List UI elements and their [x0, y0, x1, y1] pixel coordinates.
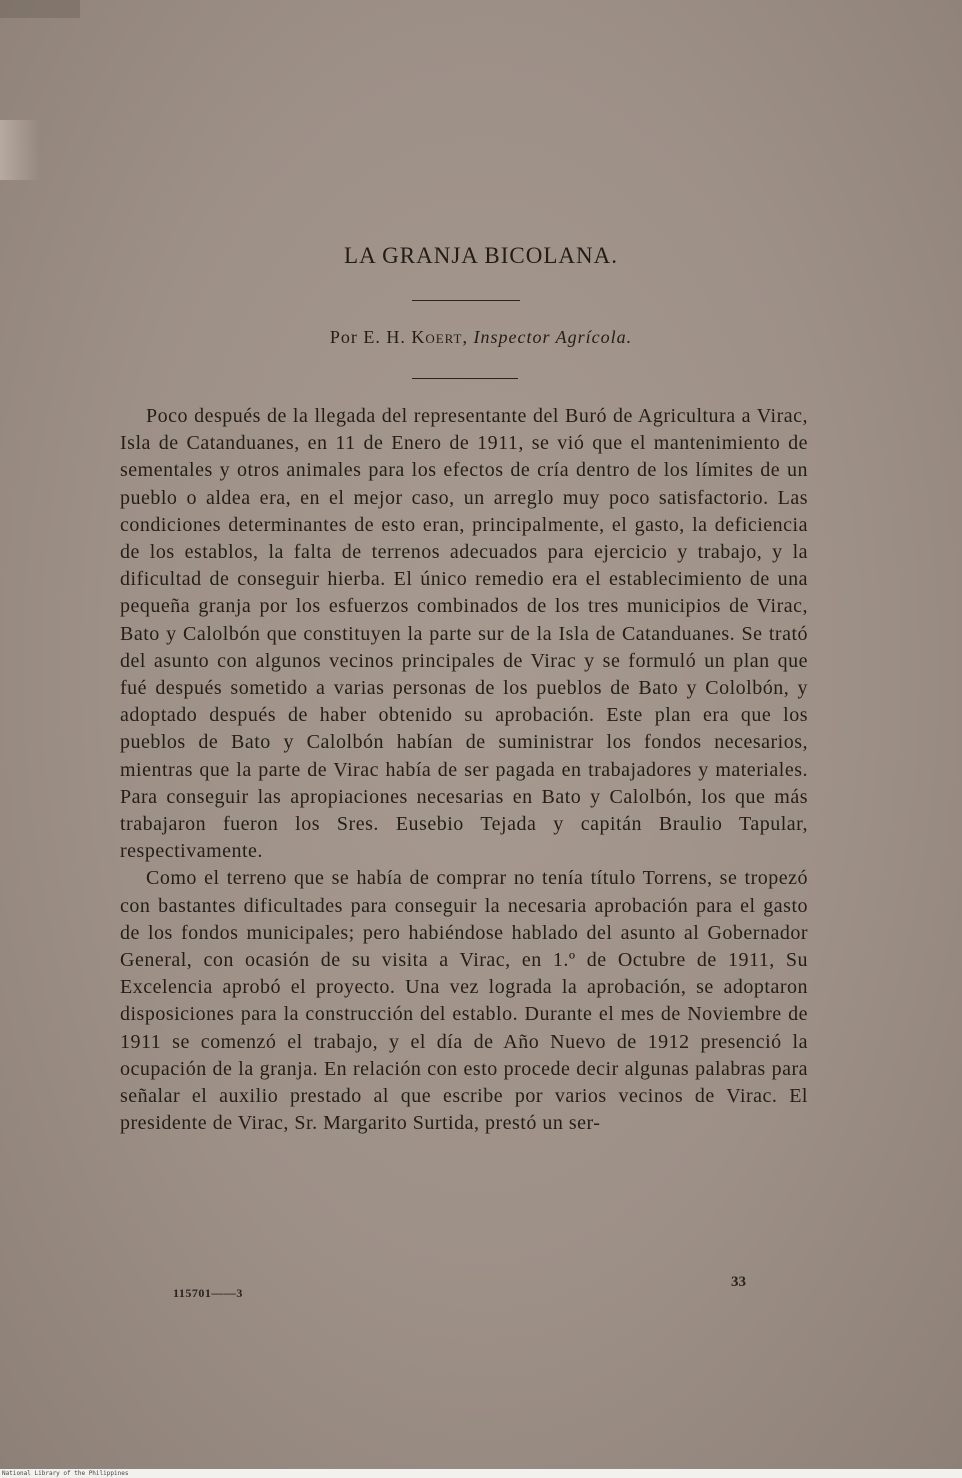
scan-shadow	[0, 0, 80, 18]
title-divider	[412, 300, 520, 301]
article-title: LA GRANJA BICOLANA.	[344, 243, 618, 268]
byline-divider	[412, 378, 518, 379]
printer-signature: 115701——3	[173, 1286, 243, 1300]
library-watermark: National Library of the Philippines	[0, 1469, 962, 1478]
article-body	[120, 403, 808, 1137]
byline-prefix: Por E. H.	[329, 327, 406, 347]
paragraph-1: Poco después de la llegada del representante del Buró de Agricultura a Virac, Isla de Catanduanes, en 11 de Enero de 1911, se vió que el mantenimiento de sementales y otros animales para los efectos de cría dentro de los límites de un pueblo o aldea era, en el mejor caso, un arreglo muy poco satisfactorio. Las condiciones determinantes de esto eran, principalmente, el gasto, la deficiencia de los establos, la falta de terrenos adecuados para ejercicio y trabajo, y la dificultad de conseguir hierba. El único remedio era el establecimiento de una pequeña granja por los esfuerzos combinados de los tres municipios de Virac, Bato y Calolbón que constituyen la parte sur de la Isla de Catanduanes. Se trató del asunto con algunos vecinos principales de Virac y se formuló un plan que fué después sometido a varias personas de los pueblos de Bato y Cololbón, y adoptado después de haber obtenido su aprobación. Este plan era que los pueblos de Bato y Calolbón habían de suministrar los fondos necesarios, mientras que la parte de Virac había de ser pagada en trabajadores y materiales. Para conseguir las apropiaciones necesarias en Bato y Calolbón, los que más trabajaron fueron los Sres. Eusebio Tejada y capitán Braulio Tapular, respectivamente.	[120, 405, 808, 863]
byline-author: Koert,	[411, 327, 468, 347]
article-byline	[0, 327, 962, 348]
byline-role: Inspector Agrícola.	[473, 327, 633, 347]
paper-edge-mark	[0, 120, 40, 180]
paragraph-2: Como el terreno que se había de comprar no tenía título Torrens, se tropezó con bastantes dificultades para conseguir la necesaria aprobación para el gasto de los fondos municipales; pero habiéndose hablado del asunto al Gobernador General, con ocasión de su visita a Virac, en 1.º de Octubre de 1911, Su Excelencia aprobó el proyecto. Una vez lograda la aprobación, se adoptaron disposiciones para la construcción del establo. Durante el mes de Noviembre de 1911 se comenzó el trabajo, y el día de Año Nuevo de 1912 presenció la ocupación de la granja. En relación con esto procede decir algunas palabras para señalar el auxilio prestado al que escribe por varios vecinos de Virac. El presidente de Virac, Sr. Margarito Surtida, prestó un ser-	[120, 867, 808, 1135]
page-number: 33	[731, 1274, 746, 1290]
